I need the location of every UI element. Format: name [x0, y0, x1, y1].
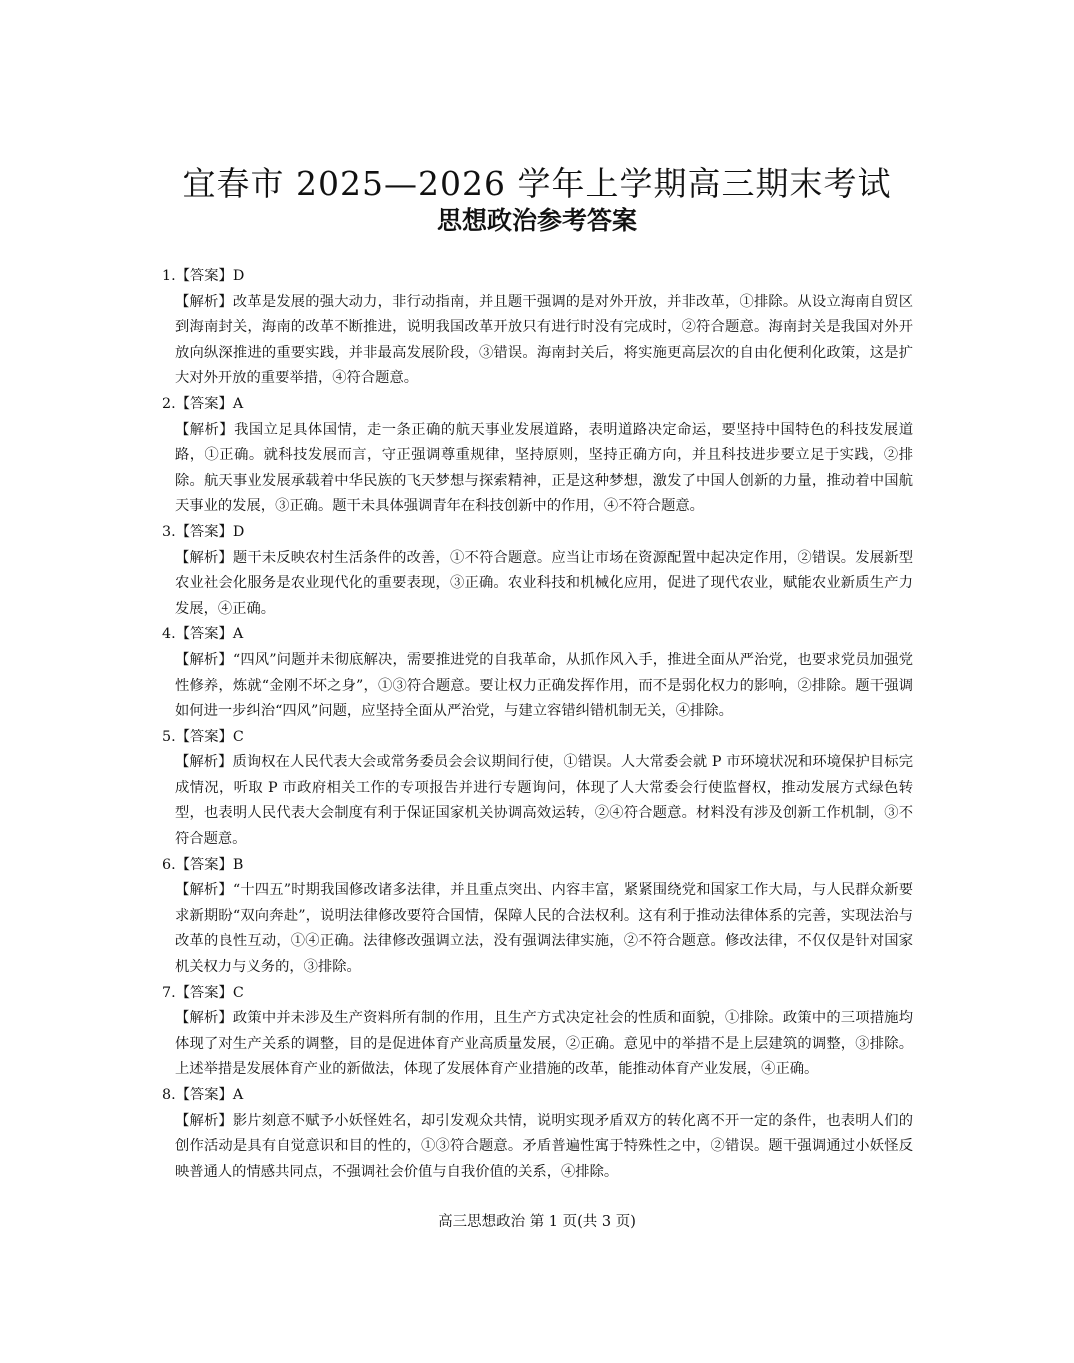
question-item [158, 1083, 913, 1185]
question-analysis: 【解析】我国立足具体国情，走一条正确的航天事业发展道路，表明道路决定命运，要坚持中国特色的科技发展道路，①正确。就科技发展而言，守正强调尊重规律，坚持原则，坚持正确方向，并且科技进步要立足于实践，②排除。航天事业发展承载着中华民族的飞天梦想与探索精神，正是这种梦想，激发了中国人创新的力量，推动着中国航天事业的发展，③正确。题干未具体强调青年在科技创新中的作用，④不符合题意。 [175, 421, 913, 515]
question-analysis: 【解析】题干未反映农村生活条件的改善，①不符合题意。应当让市场在资源配置中起决定作用，②错误。发展新型农业社会化服务是农业现代化的重要表现，③正确。农业科技和机械化应用，促进了现代农业，赋能农业新质生产力发展，④正确。 [175, 549, 913, 617]
question-item [158, 392, 913, 520]
question-answer: 2.【答案】A [162, 395, 244, 412]
question-answer: 4.【答案】A [162, 626, 244, 643]
question-item [158, 981, 913, 1083]
question-analysis: 【解析】“四风”问题并未彻底解决，需要推进党的自我革命，从抓作风入手，推进全面从严治党，也要求党员加强党性修养，炼就“金刚不坏之身”，①③符合题意。要让权力正确发挥作用，而不是弱化权力的影响，②排除。题干强调如何进一步纠治“四风”问题，应坚持全面从严治党，与建立容错纠错机制无关，④排除。 [175, 651, 913, 720]
question-item [158, 264, 913, 392]
question-answer: 6.【答案】B [162, 856, 244, 873]
question-answer: 8.【答案】A [162, 1087, 244, 1103]
question-analysis: 【解析】政策中并未涉及生产资料所有制的作用，且生产方式决定社会的性质和面貌，①排除。政策中的三项措施均体现了对生产关系的调整，目的是促进体育产业高质量发展，②正确。意见中的举措不是上层建筑的调整，③排除。上述举措是发展体育产业的新做法，体现了发展体育产业措施的改革，能推动体育产业发展，④正确。 [175, 1010, 913, 1078]
question-item [158, 622, 913, 724]
question-analysis: 【解析】改革是发展的强大动力，非行动指南，并且题干强调的是对外开放，并非改革，①排除。从设立海南自贸区到海南封关，海南的改革不断推进，说明我国改革开放只有进行时没有完成时，②符合题意。海南封关是我国对外开放向纵深推进的重要实践，并非最高发展阶段，③错误。海南封关后，将实施更高层次的自由化便利化政策，这是扩大对外开放的重要举措，④符合题意。 [175, 293, 913, 387]
question-answer: 3.【答案】D [162, 523, 245, 540]
exam-title: 宜春市 2025—2026 学年上学期高三期末考试 [182, 164, 892, 203]
question-item [158, 853, 913, 981]
question-analysis: 【解析】影片刻意不赋予小妖怪姓名，却引发观众共情，说明实现矛盾双方的转化离不开一定的条件，也表明人们的创作活动是具有自觉意识和目的性的，①③符合题意。矛盾普遍性寓于特殊性之中，②错误。题干强调通过小妖怪反映普通人的情感共同点，不强调社会价值与自我价值的关系，④排除。 [175, 1112, 913, 1180]
answer-list [158, 264, 913, 1185]
question-answer: 1.【答案】D [162, 268, 245, 284]
question-item [158, 520, 913, 622]
question-answer: 5.【答案】C [162, 728, 244, 745]
question-answer: 7.【答案】C [162, 984, 244, 1001]
question-item [158, 725, 913, 853]
exam-subtitle: 思想政治参考答案 [436, 206, 637, 235]
question-analysis: 【解析】“十四五”时期我国修改诸多法律，并且重点突出、内容丰富，紧紧围绕党和国家工作大局，与人民群众新要求新期盼“双向奔赴”，说明法律修改要符合国情，保障人民的合法权利。这有利于推动法律体系的完善，实现法治与改革的良性互动，①④正确。法律修改强调立法，没有强调法律实施，②不符合题意。修改法律，不仅仅是针对国家机关权力与义务的，③排除。 [175, 882, 913, 976]
question-analysis: 【解析】质询权在人民代表大会或常务委员会会议期间行使，①错误。人大常委会就 P 市环境状况和环境保护目标完成情况，听取 P 市政府相关工作的专项报告并进行专题询问，体现了人大常委会行使监督权，推动发展方式绿色转型，也表明人民代表大会制度有利于保证国家机关协调高效运转，②④符合题意。材料没有涉及创新工作机制，③不符合题意。 [175, 754, 913, 848]
page-footer: 高三思想政治 第 1 页(共 3 页) [438, 1214, 636, 1230]
